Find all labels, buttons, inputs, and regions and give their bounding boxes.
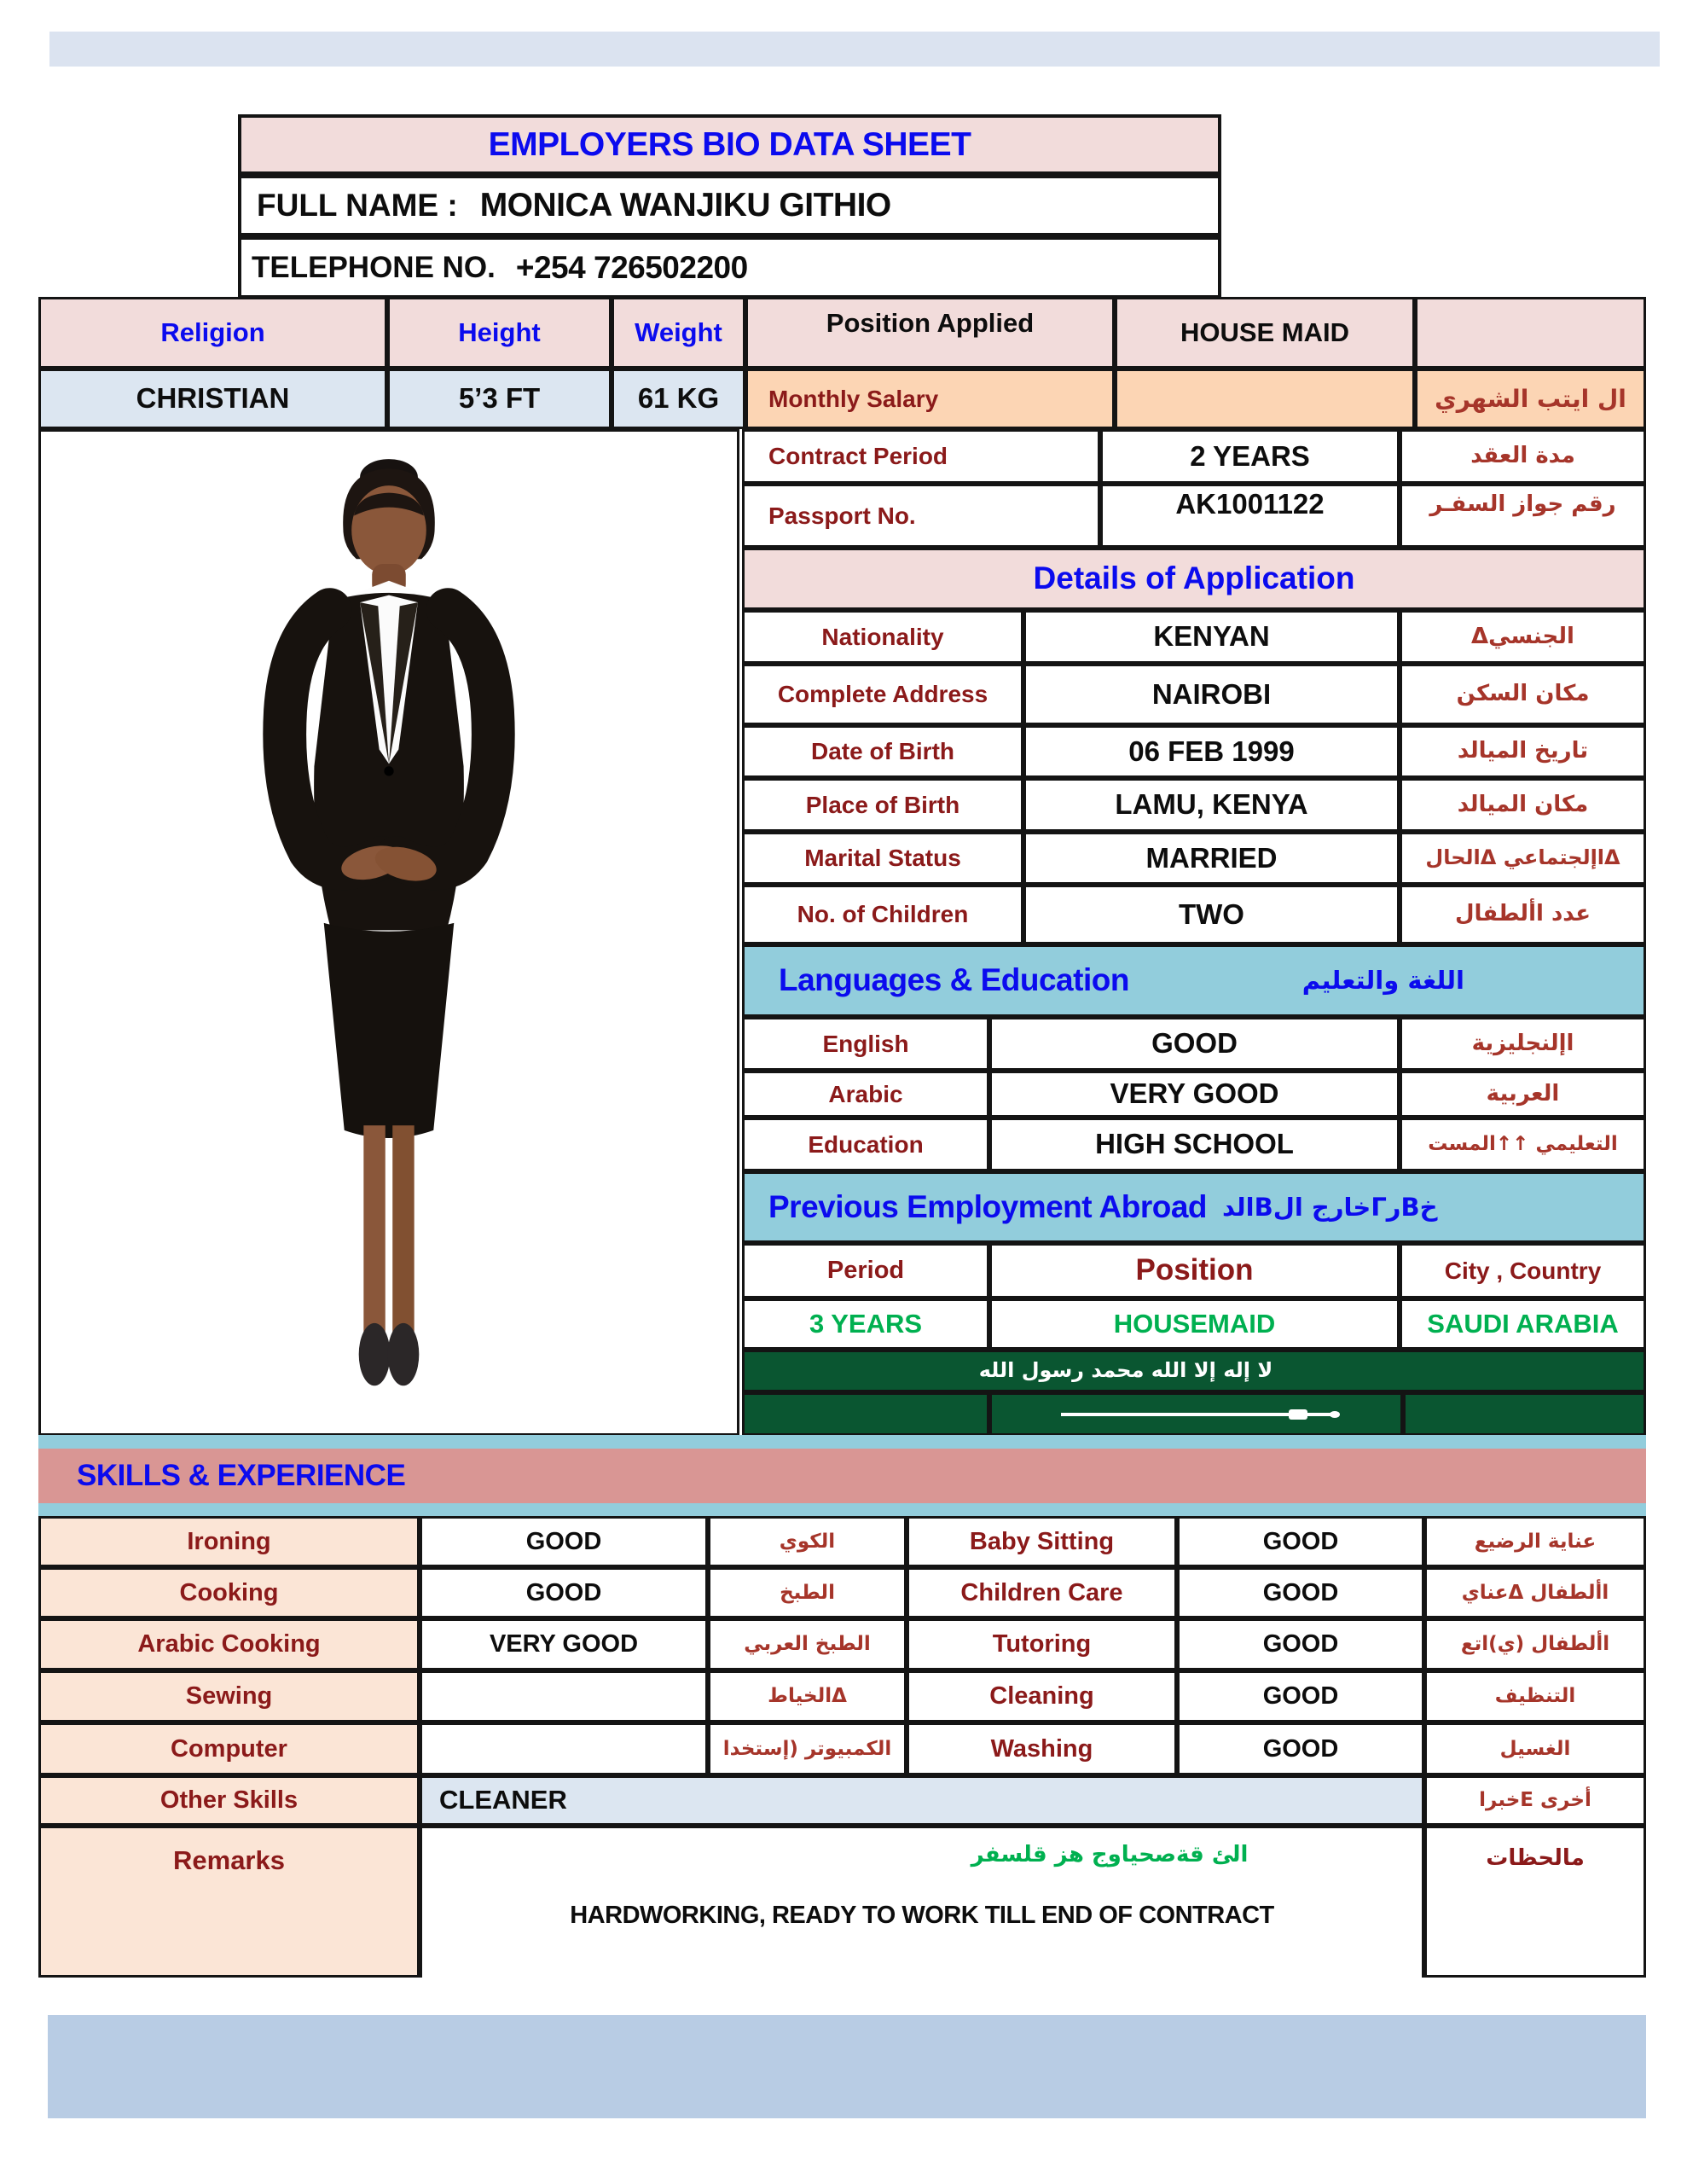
pob-label: Place of Birth xyxy=(742,778,1023,832)
passport-arabic: رقم جواز السفـر xyxy=(1400,484,1646,548)
skill-label-2: Tutoring xyxy=(907,1618,1177,1670)
marital-arabic: Δاإلجتماعي Δالحال xyxy=(1400,832,1646,885)
skill-label: Cooking xyxy=(38,1567,420,1618)
top-decorative-bar xyxy=(49,32,1660,67)
address-arabic: مكان السكن xyxy=(1400,664,1646,725)
contract-period-label: Contract Period xyxy=(742,429,1100,484)
nationality-label: Nationality xyxy=(742,610,1023,664)
skill-value: GOOD xyxy=(420,1567,708,1618)
contract-period-value: 2 YEARS xyxy=(1100,429,1400,484)
marital-label: Marital Status xyxy=(742,832,1023,885)
city-country-header: City , Country xyxy=(1400,1243,1646,1298)
skill-value xyxy=(420,1670,708,1722)
previous-employment-header-text: Previous Employment Abroad xyxy=(768,1188,1208,1224)
saudi-flag-left-cell xyxy=(742,1392,989,1436)
saudi-flag-right-cell xyxy=(1403,1392,1646,1436)
children-arabic: عدد األطفال xyxy=(1400,885,1646,944)
skill-arabic: Δالخياط xyxy=(708,1670,907,1722)
address-value: NAIROBI xyxy=(1023,664,1400,725)
monthly-salary-arabic: ال ايتب الشهري xyxy=(1415,369,1646,429)
skill-value-2: GOOD xyxy=(1177,1567,1424,1618)
skills-section-band xyxy=(38,1449,1646,1503)
applicant-photo-cell xyxy=(38,429,739,1436)
english-arabic: اإلنجليزية xyxy=(1400,1017,1646,1071)
skill-label: Ironing xyxy=(38,1516,420,1567)
english-value: GOOD xyxy=(989,1017,1400,1071)
city-country-value: SAUDI ARABIA xyxy=(1400,1298,1646,1350)
weight-value: 61 KG xyxy=(612,369,745,429)
skill-arabic-2: عناية الرضيع xyxy=(1424,1516,1646,1567)
position-applied-arabic-cell xyxy=(1415,297,1646,369)
period-header: Period xyxy=(742,1243,989,1298)
skill-arabic-2: األطفال (ي)اتع xyxy=(1424,1618,1646,1670)
applicant-photo xyxy=(208,453,570,1417)
remarks-statement: HARDWORKING, READY TO WORK TILL END OF CONTRACT xyxy=(570,1902,1274,1930)
skill-value xyxy=(420,1722,708,1775)
position-applied-header: Position Applied xyxy=(745,297,1115,369)
skill-value-2: GOOD xyxy=(1177,1670,1424,1722)
telephone-label: TELEPHONE NO. xyxy=(252,250,496,284)
saudi-flag-sword-cell xyxy=(989,1392,1403,1436)
passport-label: Passport No. xyxy=(742,484,1100,548)
education-value: HIGH SCHOOL xyxy=(989,1118,1400,1171)
remarks-label: Remarks xyxy=(38,1826,420,1978)
marital-value: MARRIED xyxy=(1023,832,1400,885)
children-label: No. of Children xyxy=(742,885,1023,944)
telephone-row xyxy=(238,236,1221,299)
full-name-row xyxy=(238,175,1221,236)
monthly-salary-value xyxy=(1115,369,1415,429)
position-applied-value: HOUSE MAID xyxy=(1115,297,1415,369)
other-skills-label: Other Skills xyxy=(38,1775,420,1826)
document-title: EMPLOYERS BIO DATA SHEET xyxy=(488,125,971,163)
skill-label: Arabic Cooking xyxy=(38,1618,420,1670)
height-value: 5’3 FT xyxy=(387,369,612,429)
position-header: Position xyxy=(989,1243,1400,1298)
skills-bottom-stripe xyxy=(38,1503,1646,1516)
position-value: HOUSEMAID xyxy=(989,1298,1400,1350)
languages-header-arabic: اللغة والتعليم xyxy=(1301,966,1464,996)
skill-label-2: Children Care xyxy=(907,1567,1177,1618)
skill-arabic: الكوي xyxy=(708,1516,907,1567)
nationality-arabic: الجنسيΔ xyxy=(1400,610,1646,664)
religion-header: Religion xyxy=(38,297,387,369)
skill-value-2: GOOD xyxy=(1177,1618,1424,1670)
details-section-header: Details of Application xyxy=(742,548,1646,610)
weight-header: Weight xyxy=(612,297,745,369)
english-label: English xyxy=(742,1017,989,1071)
previous-employment-header-arabic: خBرΓخارج الBالد xyxy=(1222,1192,1438,1222)
nationality-value: KENYAN xyxy=(1023,610,1400,664)
languages-header-text: Languages & Education xyxy=(779,962,1129,998)
address-label: Complete Address xyxy=(742,664,1023,725)
saudi-flag-calligraphy-band xyxy=(742,1350,1646,1392)
period-value: 3 YEARS xyxy=(742,1298,989,1350)
skill-arabic: الطبخ العربي xyxy=(708,1618,907,1670)
monthly-salary-label: Monthly Salary xyxy=(745,369,1115,429)
contract-period-arabic: مدة العقد xyxy=(1400,429,1646,484)
pob-arabic: مكان الميالد xyxy=(1400,778,1646,832)
bottom-decorative-bar xyxy=(48,2015,1646,2118)
remarks-arabic-note: الئ قةصحياوج هز قلسفر xyxy=(971,1842,1249,1867)
skill-value-2: GOOD xyxy=(1177,1722,1424,1775)
skill-label: Sewing xyxy=(38,1670,420,1722)
pob-value: LAMU, KENYA xyxy=(1023,778,1400,832)
skill-label: Computer xyxy=(38,1722,420,1775)
languages-section-header xyxy=(742,944,1646,1017)
telephone-value: +254 726502200 xyxy=(515,249,748,285)
religion-value: CHRISTIAN xyxy=(38,369,387,429)
skill-value: VERY GOOD xyxy=(420,1618,708,1670)
dob-value: 06 FEB 1999 xyxy=(1023,725,1400,778)
remarks-content xyxy=(420,1826,1424,1978)
skills-top-stripe xyxy=(38,1435,1646,1449)
other-skills-value: CLEANER xyxy=(420,1775,1424,1826)
skill-arabic-2: التنظيف xyxy=(1424,1670,1646,1722)
skill-label-2: Baby Sitting xyxy=(907,1516,1177,1567)
skill-arabic: الكمبيوتر (إستخدا xyxy=(708,1722,907,1775)
skill-value: GOOD xyxy=(420,1516,708,1567)
arabic-value: VERY GOOD xyxy=(989,1071,1400,1118)
skills-section-title: SKILLS & EXPERIENCE xyxy=(77,1459,406,1492)
full-name-value: MONICA WANJIKU GITHIO xyxy=(479,187,891,224)
skill-value-2: GOOD xyxy=(1177,1516,1424,1567)
document-title-box xyxy=(238,114,1221,175)
children-value: TWO xyxy=(1023,885,1400,944)
arabic-label: Arabic xyxy=(742,1071,989,1118)
skill-label-2: Washing xyxy=(907,1722,1177,1775)
education-arabic: التعليمي ↑↑المست xyxy=(1400,1118,1646,1171)
dob-arabic: تاريخ الميالد xyxy=(1400,725,1646,778)
education-label: Education xyxy=(742,1118,989,1171)
other-skills-arabic: أخرى Eخبرا xyxy=(1424,1775,1646,1826)
arabic-arabic: العربية xyxy=(1400,1071,1646,1118)
height-header: Height xyxy=(387,297,612,369)
skill-arabic-2: األطفال Δعناي xyxy=(1424,1567,1646,1618)
flag-shahada-text: لا إله إلا الله محمد رسول الله xyxy=(978,1358,1273,1383)
previous-employment-header xyxy=(742,1171,1646,1243)
remarks-arabic-label: مالحظات xyxy=(1424,1826,1646,1978)
flag-sword-icon xyxy=(1061,1413,1330,1416)
full-name-label: FULL NAME : xyxy=(257,188,458,223)
dob-label: Date of Birth xyxy=(742,725,1023,778)
skill-arabic: الطبخ xyxy=(708,1567,907,1618)
skill-arabic-2: الغسيل xyxy=(1424,1722,1646,1775)
passport-value: AK1001122 xyxy=(1100,484,1400,548)
skill-label-2: Cleaning xyxy=(907,1670,1177,1722)
